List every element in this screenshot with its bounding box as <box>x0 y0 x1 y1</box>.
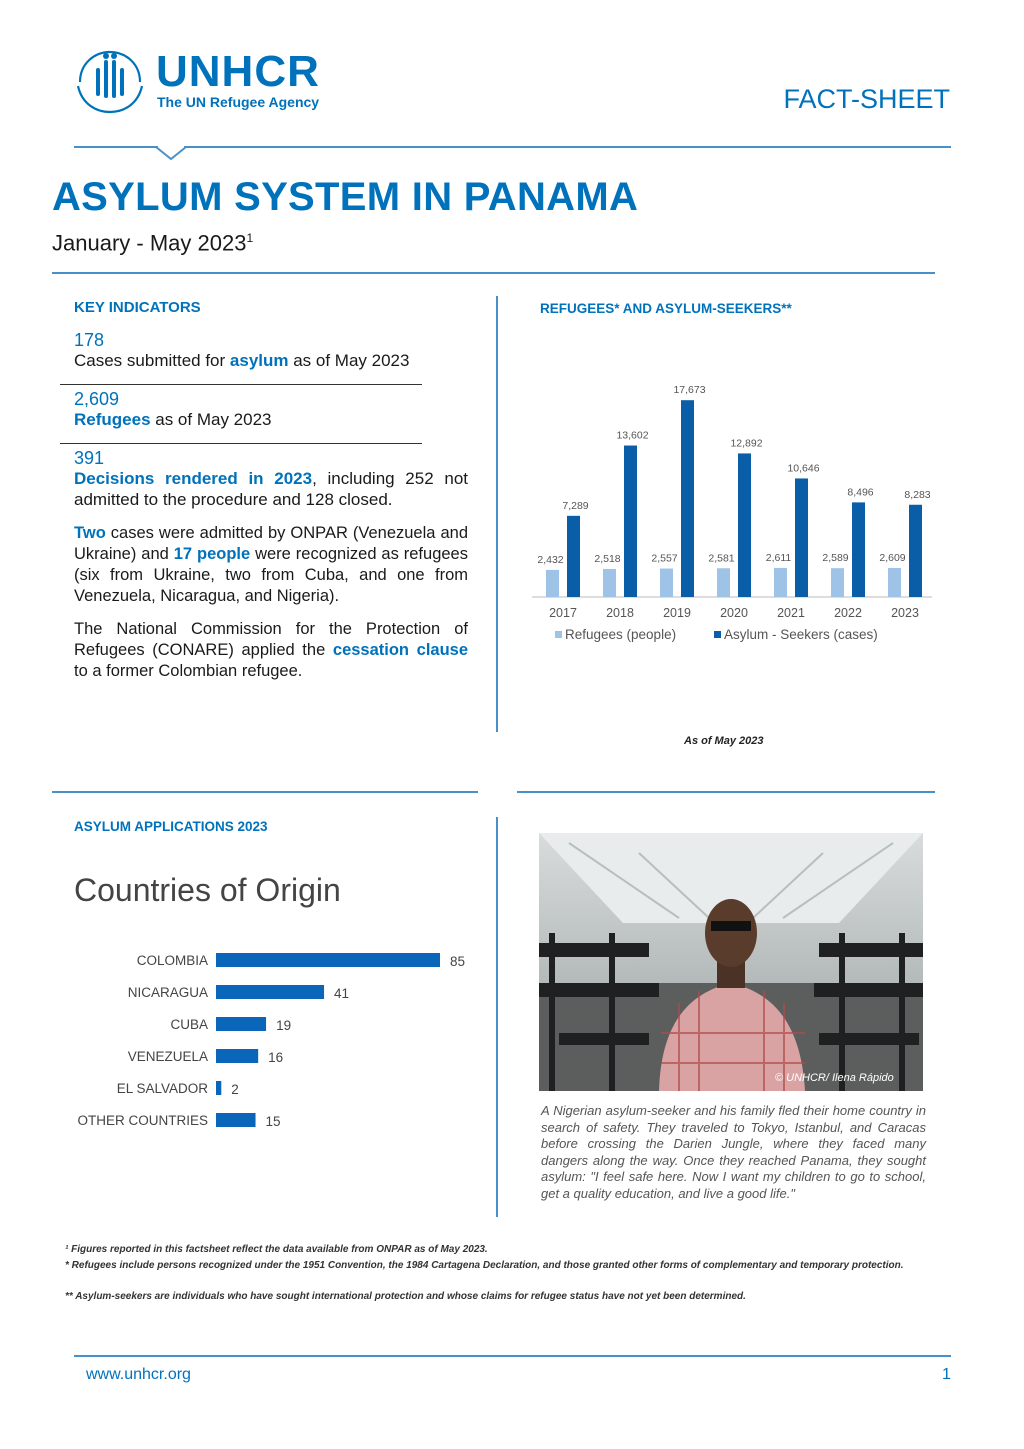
indicator-number: 2,609 <box>74 389 120 409</box>
bar-value-label: 17,673 <box>673 385 706 397</box>
legend-swatch <box>714 631 721 638</box>
x-tick-label: 2022 <box>834 606 862 620</box>
country-bar <box>216 953 440 967</box>
x-tick-label: 2019 <box>663 606 691 620</box>
refugees-bar <box>831 568 844 597</box>
refugees-asylum-chart <box>528 385 938 655</box>
indicator-text: Decisions rendered in 2023, including 252 not admitted to the procedure and 128 closed. <box>74 469 468 509</box>
applications-heading: ASYLUM APPLICATIONS 2023 <box>74 819 268 834</box>
asylum-seekers-bar <box>795 478 808 597</box>
refugees-bar <box>888 568 901 597</box>
countries-of-origin-chart <box>60 945 500 1145</box>
bar-value-label: 2,518 <box>594 552 621 565</box>
asylum-seeker-photo <box>539 833 923 1091</box>
country-label: COLOMBIA <box>136 953 208 968</box>
section-divider <box>52 791 478 793</box>
logo-wordmark: UNHCR <box>156 47 320 96</box>
x-tick-label: 2020 <box>720 606 748 620</box>
footnote: ** Asylum-seekers are individuals who have sought international protection and whose claims for refugee status have not yet been determined. <box>65 1291 746 1302</box>
section-divider <box>517 791 935 793</box>
country-label: VENEZUELA <box>127 1049 208 1064</box>
chart-note: As of May 2023 <box>684 735 764 747</box>
photo-credit: © UNHCR/ Ilena Rápido <box>775 1072 894 1084</box>
country-bar <box>216 1049 258 1063</box>
divider-notch-icon <box>156 144 186 162</box>
country-value-label: 41 <box>334 986 350 1001</box>
column-divider <box>496 296 498 732</box>
page-title: ASYLUM SYSTEM IN PANAMA <box>52 175 639 219</box>
bar-value-label: 7,289 <box>562 499 589 512</box>
refugees-bar <box>660 569 673 597</box>
countries-chart-title: Countries of Origin <box>74 872 341 908</box>
bar-value-label: 2,581 <box>708 552 735 565</box>
refugees-bar <box>546 570 559 597</box>
refugees-bar <box>603 569 616 597</box>
doc-type-label: FACT-SHEET <box>783 84 950 114</box>
country-bar <box>216 1081 221 1095</box>
country-value-label: 2 <box>231 1082 239 1097</box>
indicator-divider <box>60 384 422 385</box>
x-tick-label: 2017 <box>549 606 577 620</box>
header-divider <box>74 146 951 148</box>
country-value-label: 15 <box>265 1114 281 1129</box>
page-subtitle: January - May 2023$^1$ <box>52 230 254 256</box>
title-divider <box>52 272 935 274</box>
bar-value-label: 8,496 <box>847 486 874 499</box>
country-value-label: 85 <box>450 954 466 969</box>
asylum-seekers-bar <box>852 502 865 597</box>
conare-paragraph: The National Commission for the Protection of Refugees (CONARE) applied the cessation clause to a former Colombian refugee. <box>74 620 469 680</box>
asylum-seekers-bar <box>738 453 751 597</box>
country-bar <box>216 985 324 999</box>
country-label: NICARAGUA <box>127 985 208 1000</box>
bar-value-label: 2,557 <box>651 552 678 565</box>
legend-label: Refugees (people) <box>565 627 677 642</box>
country-bar <box>216 1113 256 1127</box>
indicator-text: Cases submitted for asylum as of May 2023 <box>74 351 410 370</box>
bar-value-label: 2,611 <box>765 551 792 564</box>
onpar-paragraph: Two cases were admitted by ONPAR (Venezuela and Ukraine) and 17 people were recognized as refugees (six from Ukraine, two from Cuba, and one from Venezuela, Nicaragua, and Nigeria). <box>74 524 468 605</box>
asylum-seekers-bar <box>624 446 637 597</box>
column-divider <box>496 817 498 1217</box>
bar-value-label: 10,646 <box>787 462 820 475</box>
bar-value-label: 2,432 <box>537 553 564 566</box>
refugees-bar <box>774 568 787 597</box>
logo-tagline: The UN Refugee Agency <box>157 94 320 110</box>
indicator-number: 178 <box>74 330 105 350</box>
bar-value-label: 2,609 <box>879 551 906 564</box>
legend-label: Asylum - Seekers (cases) <box>724 627 878 642</box>
legend-swatch <box>555 631 562 638</box>
bar-value-label: 12,892 <box>730 437 763 450</box>
asylum-seekers-bar <box>567 516 580 597</box>
footnote: ¹ Figures reported in this factsheet reflect the data available from ONPAR as of May 2023. <box>65 1244 488 1255</box>
country-value-label: 16 <box>268 1050 284 1065</box>
bar-value-label: 2,589 <box>822 552 849 565</box>
key-indicators-heading: KEY INDICATORS <box>74 299 201 316</box>
country-label: EL SALVADOR <box>116 1081 208 1096</box>
indicator-number: 391 <box>74 448 105 468</box>
footnote: * Refugees include persons recognized under the 1951 Convention, the 1984 Cartagena Declaration, and those granted other forms of complementary and temporary protection. <box>65 1260 904 1271</box>
footer-divider <box>74 1355 951 1357</box>
country-label: CUBA <box>170 1017 208 1032</box>
bar-value-label: 8,283 <box>904 488 931 501</box>
country-value-label: 19 <box>276 1018 292 1033</box>
x-tick-label: 2018 <box>606 606 634 620</box>
indicator-divider <box>60 443 422 444</box>
indicator-text: Refugees as of May 2023 <box>74 410 272 429</box>
website-link[interactable]: www.unhcr.org <box>86 1366 191 1383</box>
refugees-bar <box>717 568 730 597</box>
bar-value-label: 13,602 <box>616 429 649 442</box>
country-label: OTHER COUNTRIES <box>77 1113 208 1128</box>
asylum-seekers-bar <box>681 400 694 597</box>
x-tick-label: 2021 <box>777 606 805 620</box>
asylum-seekers-bar <box>909 505 922 597</box>
page-number: 1 <box>942 1366 951 1383</box>
photo-caption: A Nigerian asylum-seeker and his family fled their home country in search of safety. They traveled to Tokyo, Istanbul, and Caracas before crossing the Darien Jungle, where they faced many dangers along the way. Once they reached Panama, they sought asylum: "I feel safe here. Now I want my children to go to school, get a quality education, and live a good life." <box>541 1103 926 1201</box>
x-tick-label: 2023 <box>891 606 919 620</box>
country-bar <box>216 1017 266 1031</box>
chart-heading: REFUGEES* AND ASYLUM-SEEKERS** <box>540 301 792 316</box>
